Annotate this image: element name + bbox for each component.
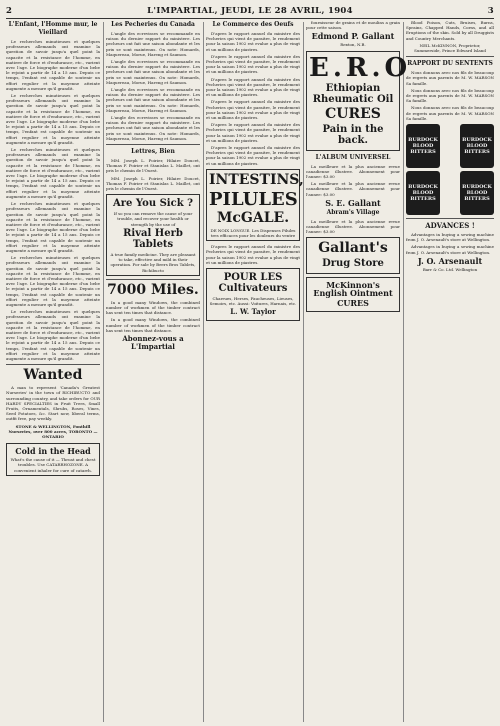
advances-body: Advantages in buying a sewing machine from J. O. Arsenault's store at Wellington. — [406, 244, 494, 255]
rival-body: A true family medicine. They are pleasant to take, effective and mild in their operation. For sale by Beers Bros Tablets, Richibucto — [110, 251, 196, 273]
column-5 — [406, 20, 494, 720]
mcgale-ad — [206, 169, 304, 241]
bottle-icon — [406, 171, 440, 215]
universel-body: La meilleure et la plus ancienne revue canadienne illustree. Abonnement pour l'annee: $3.00 — [306, 218, 400, 235]
universel-body: La meilleure et la plus ancienne revue canadienne illustree. Abonnement pour l'annee: $3.00 — [306, 163, 400, 180]
sick-ad — [106, 194, 200, 275]
cold-ad — [6, 443, 100, 476]
advances-title: ADVANCES ! — [425, 221, 475, 231]
bitters-ad — [406, 171, 494, 215]
article-title: L'Enfant, l'Homme mur, le Vieillard — [8, 21, 98, 36]
pour-signature: L. W. Taylor — [230, 306, 276, 316]
oeufs-body: D'apres le rapport annuel du ministre des Pecheries qui vient de paraitre, le rendement pour la saison 1902 est evalue a plus de vingt et un millions de piastres. — [206, 31, 300, 52]
pilules-title: PILULES — [209, 188, 298, 210]
rapport-body: Nous donnons avec nos fils de beaucoup de regrets aux parents de M. W. MARSON Sa famille. — [406, 70, 494, 86]
column-3 — [206, 20, 304, 720]
oeufs-body: D'apres le rapport annuel du ministre des Pecheries qui vient de paraitre, le rendement pour la saison 1902 est evalue a plus de vingt et un millions de piastres. — [206, 145, 300, 166]
pour-title: POUR LES Cultivateurs — [218, 272, 288, 295]
column-rule — [103, 22, 104, 722]
page-number-right: 3 — [487, 6, 494, 16]
arsenault-name: J. O. Arsenault — [417, 255, 483, 266]
article-body: Le recherches minutieuses et quelques professeurs allemands ont examine la question de savoir jusqu'a quel point la capacite et la resistance de l'homme, en matiere de force et d'endurance, etc., varient avec l'age. Le biographe moderne d'un bebe le rejoint a partir de 14 a 15 ans. Depuis ce temps, l'enfant est capable de soutenir un effort regulier et la moyenne atteinte augmente a mesure qu'il grandit. — [6, 309, 100, 361]
bottle-icon — [406, 124, 440, 168]
mcgale-title: McGALE. — [216, 209, 290, 226]
advances-body: Advantages in buying a sewing machine from J. O. Arsenault's store at Wellington. — [406, 232, 494, 243]
wanted-title: Wanted — [23, 367, 83, 384]
rapport-body: Nous donnons avec nos fils de beaucoup de regrets aux parents de M. W. MARSON Sa famille. — [406, 105, 494, 121]
cold-title: Cold in the Head — [15, 446, 91, 457]
column-rule — [403, 22, 404, 722]
oeufs-body: D'apres le rapport annuel du ministre des Pecheries qui vient de paraitre, le rendement pour la saison 1902 est evalue a plus de vingt et un millions de piastres. — [206, 122, 300, 143]
pour-body: Charrues, Herses, Faucheuses, Lieuses, Semoirs, etc. Aussi: Voitures, Harnais, etc. — [209, 296, 297, 307]
pain-title: Pain in the back. — [322, 123, 384, 146]
mckinnon-sub: CURES — [337, 298, 369, 309]
sick-title: Are You Sick ? — [113, 198, 193, 210]
oeufs-body: D'apres le rapport annuel du ministre des Pecheries qui vient de paraitre, le rendement pour la saison 1902 est evalue a plus de vingt et un millions de piastres. — [206, 53, 300, 75]
ero-ad — [306, 51, 412, 151]
mckinnon-ad — [306, 277, 400, 312]
column-1 — [6, 20, 100, 720]
bottle-icon — [460, 171, 494, 215]
top-text: Blood Poison, Cuts, Bruises, Burns, Sprains, Chapped Hands, Corns, and all Eruptions of the skin. Sold by all Druggists and Country Merchants. — [406, 20, 494, 41]
lettres-title: Lettres, Bien — [131, 148, 175, 156]
seven-body: In a good many Windows, the combined number of workmen of the timber contract has sent ten times that distance. — [106, 317, 200, 333]
drug-store-title: Drug Store — [322, 258, 384, 270]
intestins-title: INTESTINS, — [209, 171, 304, 188]
bottle-icon — [460, 124, 494, 168]
rival-title: Rival Herb Tablets — [123, 227, 183, 250]
column-rule — [303, 22, 304, 722]
bottle-label: BURDOCK BLOOD BITTERS — [462, 137, 492, 156]
rapport-body: Nous donnons avec nos fils de beaucoup de regrets aux parents de M. W. MARSON Sa famille. — [406, 87, 494, 104]
cultivateurs-ad — [206, 268, 300, 320]
article-body: Le recherches minutieuses et quelques professeurs allemands ont examine la question de savoir jusqu'a quel point la capacite et la resistance de l'homme, en matiere de force et d'endurance, etc., varient avec l'age. Le biographe moderne d'un bebe le rejoint a partir de 14 a 15 ans. Depuis ce temps, l'enfant est capable de soutenir un effort regulier et la moyenne atteinte augmente a mesure qu'il grandit. — [6, 147, 100, 199]
nelson-line: NEIL McKINNON, Proprietor, Summerside, Prince Edward Island — [414, 42, 486, 54]
drug-store-ad — [306, 237, 400, 274]
oeufs-body: D'apres le rapport annuel du ministre des Pecheries qui vient de paraitre, le rendement pour la saison 1902 est evalue a plus de vingt et un millions de piastres. — [206, 76, 300, 98]
universel-body: La meilleure et la plus ancienne revue canadienne illustree. Abonnement pour l'annee: $3.00 — [306, 181, 400, 197]
stone-wellington: STONE & WELLINGTON, Fonthill Nurseries, over 800 acres, TORONTO — ONTARIO — [8, 423, 98, 440]
seven-title: 7000 Miles. — [107, 281, 199, 298]
column-rule — [203, 22, 204, 722]
fisheries-body: L'angle des ecrevisses se recommande en raison du dernier rapport du ministere. Les pecheurs ont fait une saison abondante et les prix se sont maintenus. On note: Homards, Maquereau, Morue, Hareng et Saumon. — [106, 31, 200, 57]
mcgale-body: DE NOIX LONGUE. Les Dispenses Pilules tres efficaces pour les douleurs du ventre — [210, 227, 296, 239]
oeufs-body: D'apres le rapport annuel du ministre des Pecheries qui vient de paraitre, le rendement pour la saison 1902 est evalue a plus de vingt et un millions de piastres. — [206, 99, 300, 121]
gallant-sub: Rexton, N.B. — [340, 42, 366, 48]
bottle-label: BURDOCK BLOOD BITTERS — [462, 184, 492, 203]
article-body: Le recherches minutieuses et quelques professeurs allemands ont examine la question de savoir jusqu'a quel point la capacite et la resistance de l'homme, en matiere de force et d'endurance, etc., varient avec l'age. Le biographe moderne d'un bebe le rejoint a partir de 14 a 15 ans. Depuis ce temps, l'enfant est capable de soutenir un effort regulier et la moyenne atteinte augmente a mesure qu'il grandit. — [6, 255, 100, 307]
abonnez-line: Abonnez-vous a L'Impartial — [122, 333, 184, 351]
bitters-ad — [406, 124, 494, 168]
abrams-name: S. E. Gallant — [325, 197, 381, 208]
masthead — [6, 4, 494, 19]
fisheries-body: L'angle des ecrevisses se recommande en raison du dernier rapport du ministere. Les pecheurs ont fait une saison abondante et les prix se sont maintenus. On note: Homards, Maquereau, Morue, Hareng et Saumon. — [106, 87, 200, 113]
fisheries-body: L'angle des ecrevisses se recommande en raison du dernier rapport du ministere. Les pecheurs ont fait une saison abondante et les prix se sont maintenus. On note: Homards, Maquereau, Morue, Hareng et Saumon. — [106, 59, 200, 85]
page-number-left: 2 — [6, 6, 13, 16]
top-text: fournisseur de grains et de moulins a grain pour cette saison. — [306, 20, 400, 31]
sick-body: If so you can remove the cause of your trouble, and recover your health or strength by the use of — [113, 211, 193, 227]
ero-logo: E.R.O — [309, 52, 412, 83]
oeufs-title: Le Commerce des Oeufs — [212, 21, 294, 28]
fisheries-title: Les Pecheries du Canada — [111, 21, 195, 28]
lettres-body: MM. Joseph L. Poirier, Hilaire Doucet, Thomas F. Poirier et Stanislas L. Maillet, ont pris le chemin de l'Ouest. — [106, 175, 200, 192]
bottle-label: BURDOCK BLOOD BITTERS — [408, 137, 438, 156]
abrams-sub: Abram's Village — [326, 208, 380, 216]
masthead-title: L'IMPARTIAL, JEUDI, LE 28 AVRIL, 1904 — [147, 6, 353, 16]
lettres-body: MM. Joseph L. Poirier, Hilaire Doucet, Thomas F. Poirier et Stanislas L. Maillet, ont pris le chemin de l'Ouest. — [106, 158, 200, 174]
column-4 — [306, 20, 412, 720]
article-body: Le recherches minutieuses et quelques professeurs allemands ont examine la question de savoir jusqu'a quel point la capacite et la resistance de l'homme, en matiere de force et d'endurance, etc., varient avec l'age. Le biographe moderne d'un bebe le rejoint a partir de 14 a 15 ans. Depuis ce temps, l'enfant est capable de soutenir un effort regulier et la moyenne atteinte augmente a mesure qu'il grandit. — [6, 201, 100, 253]
bottle-label: BURDOCK BLOOD BITTERS — [408, 184, 438, 203]
article-body: Le recherches minutieuses et quelques professeurs allemands ont examine la question de savoir jusqu'a quel point la capacite et la resistance de l'homme, en matiere de force et d'endurance, etc., varient avec l'age. Le biographe moderne d'un bebe le rejoint a partir de 14 a 15 ans. Depuis ce temps, l'enfant est capable de soutenir un effort regulier et la moyenne atteinte augmente a mesure qu'il grandit. — [6, 93, 100, 145]
ethiopian-title: Ethiopian Rheumatic Oil — [312, 82, 394, 105]
oeufs-body: D'apres le rapport annuel du ministre des Pecheries qui vient de paraitre, le rendement pour la saison 1902 est evalue a plus de vingt et un millions de piastres. — [206, 244, 300, 265]
wanted-body: A man to represent 'Canada's Greatest Nurseries' in the town of RICHIBUCTO and surrounding country, and take orders for OUR HARDY SPECIALTIES in Fruit Trees, Small Fruits, Ornamentals, Shrubs, Roses, Vines, Seed Potatoes, &c. Start now, liberal terms, outfit free, pay weekly. — [6, 385, 100, 422]
column-2 — [106, 20, 200, 720]
rapport-title: RAPPORT DU SENTENTS — [407, 60, 493, 68]
fisheries-body: L'angle des ecrevisses se recommande en raison du dernier rapport du ministere. Les pecheurs ont fait une saison abondante et les prix se sont maintenus. On note: Homards, Maquereau, Morue, Hareng et Saumon. — [106, 115, 200, 141]
gallant-name: Edmond P. Gallant — [311, 31, 395, 42]
cures-title: CURES — [325, 105, 381, 122]
mckinnon-title: McKinnon's English Ointment — [313, 280, 393, 299]
arsenault-sub: Barr & Co. Ltd. Wellington — [422, 266, 478, 272]
universel-title: L'ALBUM UNIVERSEL — [315, 153, 391, 161]
gallant-store-title: Gallant's — [318, 240, 388, 257]
seven-body: In a good many Windows, the combined number of workmen of the timber contract has sent ten times that distance. — [106, 299, 200, 316]
article-body: Le recherches minutieuses et quelques professeurs allemands ont examine la question de savoir jusqu'a quel point la capacite et la resistance de l'homme, en matiere de force et d'endurance, etc., varient avec l'age. Le biographe moderne d'un bebe le rejoint a partir de 14 a 15 ans. Depuis ce temps, l'enfant est capable de soutenir un effort regulier et la moyenne atteinte augmente a mesure qu'il grandit. — [6, 39, 100, 91]
cold-body: What's the cause of it — Throat and chest troubles. Use CATARRHOZONE. A convenient inhaler for cure of catarrh. — [10, 457, 96, 473]
